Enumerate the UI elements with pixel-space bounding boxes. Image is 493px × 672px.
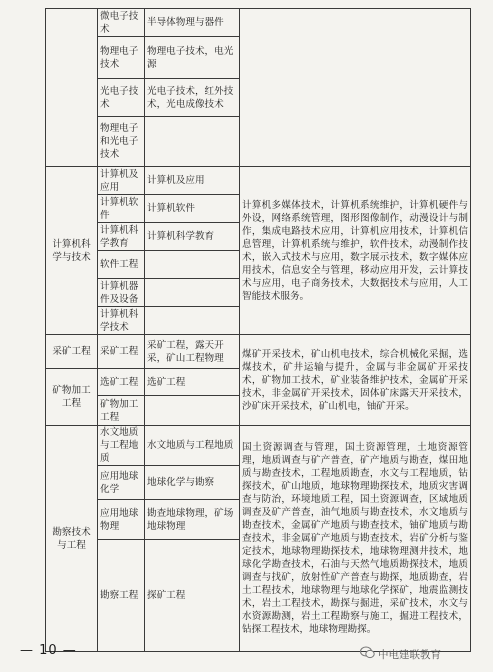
sub-major-cell: 计算机软件 (145, 195, 240, 223)
direction-cell: 计算机多媒体技术，计算机系统维护，计算机硬件与外设，网络系统管理，图形图像制作，动漫设计与制作，集成电路技术应用，计算机应用技术，计算机信息管理，计算机系统与维护，软件技术，动漫制作技术，嵌入式技术与应用，数字展示技术，数字媒体应用技术，信息安全与管理，移动应用开发，云计算技术与应用，电子商务技术，大数据技术与应用，人工智能技术服务。 (240, 167, 471, 335)
major-cell: 计算机器件及设备 (98, 279, 145, 307)
sub-major-cell: 水文地质与工程地质 (145, 426, 240, 466)
sub-major-cell (145, 117, 240, 167)
category-cell: 矿物加工工程 (46, 369, 98, 426)
sub-major-cell: 探矿工程 (145, 540, 240, 652)
major-cell: 勘察工程 (98, 540, 145, 652)
major-cell: 计算机软件 (98, 195, 145, 223)
sub-major-cell (145, 251, 240, 279)
major-cell: 计算机及应用 (98, 167, 145, 195)
major-cell: 物理电子和光电子技术 (98, 117, 145, 167)
sub-major-cell (145, 396, 240, 426)
sub-major-cell: 物理电子技术，电光源 (145, 37, 240, 79)
major-cell: 计算机科学教育 (98, 223, 145, 251)
sub-major-cell: 半导体物理与器件 (145, 9, 240, 37)
major-cell: 选矿工程 (98, 369, 145, 396)
major-cell: 采矿工程 (98, 335, 145, 369)
sub-major-cell: 采矿工程，露天开采，矿山工程物理 (145, 335, 240, 369)
major-cell: 光电子技术 (98, 79, 145, 117)
major-cell: 微电子技术 (98, 9, 145, 37)
major-cell: 应用地球物理 (98, 500, 145, 540)
page-number: — 10 — (20, 643, 77, 658)
watermark-text: 中电建联教育 (378, 649, 441, 661)
major-cell: 应用地球化学 (98, 466, 145, 500)
category-cell (46, 9, 98, 167)
sub-major-cell: 光电子技术，红外技术，光电成像技术 (145, 79, 240, 117)
direction-cell: 煤矿开采技术，矿山机电技术，综合机械化采掘，选煤技术，矿井运输与提升，金属与非金属矿开采技术，矿物加工技术，矿业装备维护技术，金属矿开采技术，非金属矿开采技术，固体矿床露天开采技术，沙矿床开采技术，矿山机电，铀矿开采。 (240, 335, 471, 426)
table-row (46, 9, 471, 37)
major-cell: 矿物加工工程 (98, 396, 145, 426)
major-cell: 水文地质与工程地质 (98, 426, 145, 466)
majors-table (45, 8, 471, 652)
category-cell: 计算机科学与技术 (46, 167, 98, 335)
table-row (46, 167, 471, 195)
sub-major-cell: 计算机及应用 (145, 167, 240, 195)
major-cell: 物理电子技术 (98, 37, 145, 79)
category-cell: 采矿工程 (46, 335, 98, 369)
table-row (46, 426, 471, 466)
sub-major-cell: 勘查地球物理，矿场地球物理 (145, 500, 240, 540)
sub-major-cell: 地球化学与勘察 (145, 466, 240, 500)
sub-major-cell (145, 279, 240, 307)
sub-major-cell: 选矿工程 (145, 369, 240, 396)
direction-cell: 国土资源调查与管理，国土资源管理，土地资源管理，地质调查与矿产普查，矿产地质与勘查，煤田地质与勘查技术，工程地质勘查，水文与工程地质，钻探技术，矿山地质，地球物理勘探技术，地质灾害调查与防治，环境地质工程，国土资源调查，区域地质调查及矿产普查，油气地质与勘查技术，水文地质与勘查技术，金属矿产地质与勘查技术，铀矿地质与勘查技术，非金属矿产地质与勘查技术，岩矿分析与鉴定技术，地球物理勘探技术，地球物理测井技术，地球化学勘查技术，石油与天然气地质勘探技术，地质调查与找矿，放射性矿产普查与勘探，地质勘查，岩土工程技术，地球物理与地球化学探矿，地震监测技术，岩土工程技术，勘探与掘进，采矿技术，水文与水资源勘测，岩土工程勘察与施工，掘进工程技术，钻探工程技术，地球物理勘探。 (240, 426, 471, 652)
sub-major-cell (145, 307, 240, 335)
page-footer (0, 643, 493, 667)
wechat-icon (360, 646, 375, 659)
major-cell: 软件工程 (98, 251, 145, 279)
category-cell: 勘察技术与工程 (46, 426, 98, 652)
empty-direction-cell (240, 9, 471, 167)
table-row (46, 335, 471, 369)
sub-major-cell: 计算机科学教育 (145, 223, 240, 251)
major-cell: 计算机科学技术 (98, 307, 145, 335)
